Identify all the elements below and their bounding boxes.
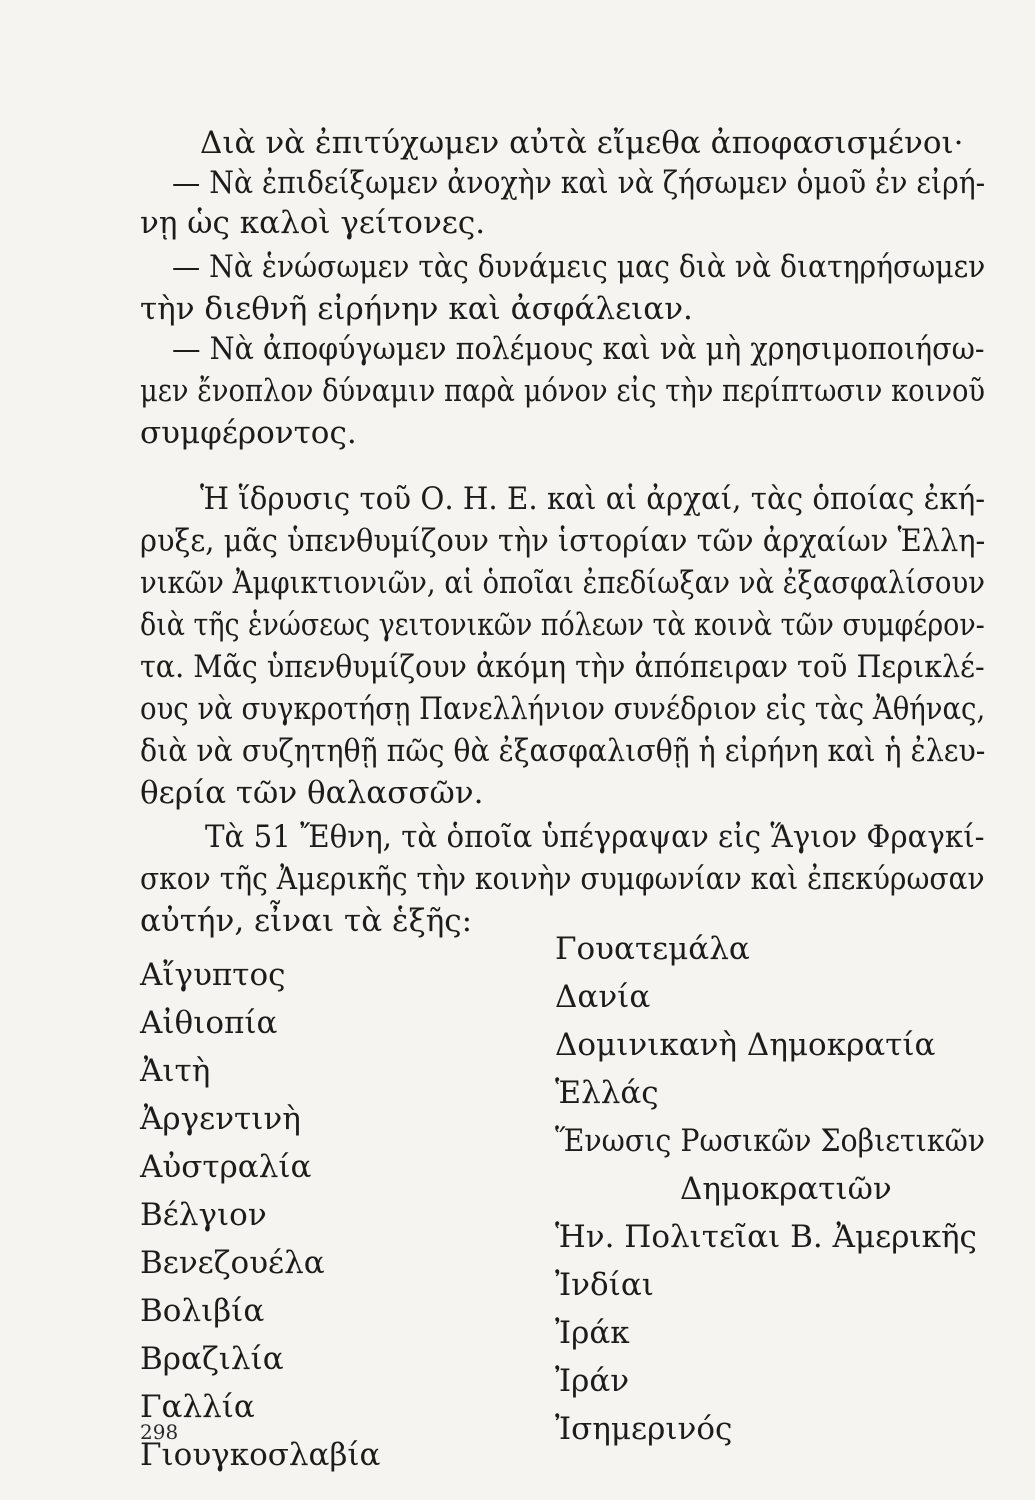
text-line: Τὰ 51 Ἔθνη, τὰ ὁποῖα ὑπέγραψαν εἰς Ἅγιον Φραγκί- xyxy=(205,819,985,855)
text-line: — Νὰ ἑνώσωμεν τὰς δυνάμεις μας διὰ νὰ διατηρήσωμεν xyxy=(172,249,986,285)
country-item: Δανία xyxy=(555,979,651,1015)
country-item: Βραζιλία xyxy=(140,1341,284,1377)
country-item: Ἰράκ xyxy=(555,1315,630,1351)
text-line: θερία τῶν θαλασσῶν. xyxy=(140,775,484,811)
text-line: νικῶν Ἀμφικτιονιῶν, αἱ ὁποῖαι ἐπεδίωξαν νὰ ἐξασφαλίσουν xyxy=(140,565,985,601)
country-item: Ἕνωσις Ρωσικῶν Σοβιετικῶν xyxy=(555,1123,986,1159)
text-line: μεν ἔνοπλον δύναμιν παρὰ μόνον εἰς τὴν περίπτωσιν κοινοῦ xyxy=(140,373,986,409)
country-item: Αὐστραλία xyxy=(140,1149,312,1185)
country-item: Ἰσημερινός xyxy=(555,1411,733,1447)
text-line: διὰ νὰ συζητηθῇ πῶς θὰ ἐξασφαλισθῇ ἡ εἰρήνη καὶ ἡ ἐλευ- xyxy=(140,733,986,769)
text-line: — Νὰ ἐπιδείξωμεν ἀνοχὴν καὶ νὰ ζήσωμεν ὁμοῦ ἐν εἰρή- xyxy=(172,165,986,201)
text-line: Διὰ νὰ ἐπιτύχωμεν αὐτὰ εἴμεθα ἀποφασισμένοι· xyxy=(200,125,964,161)
country-item: Βενεζουέλα xyxy=(140,1245,325,1281)
country-item: Αἰθιοπία xyxy=(140,1005,278,1041)
text-line: ρυξε, μᾶς ὑπενθυμίζουν τὴν ἱστορίαν τῶν ἀρχαίων Ἑλλη- xyxy=(140,523,986,559)
country-item: Γαλλία xyxy=(140,1389,255,1425)
page-number: 298 xyxy=(140,1420,179,1444)
country-item: Αἴγυπτος xyxy=(140,957,286,993)
country-item: Δημοκρατιῶν xyxy=(680,1171,892,1207)
country-item: Ἑλλάς xyxy=(555,1075,659,1111)
country-item: Γιουγκοσλαβία xyxy=(140,1437,381,1473)
country-item: Ἰράν xyxy=(555,1363,630,1399)
text-line: νῃ ὡς καλοὶ γείτονες. xyxy=(140,205,486,241)
text-line: σκον τῆς Ἀμερικῆς τὴν κοινὴν συμφωνίαν καὶ ἐπεκύρωσαν xyxy=(140,861,985,897)
text-line: αὐτήν, εἶναι τὰ ἑξῆς: xyxy=(140,903,473,939)
country-item: Ἡν. Πολιτεῖαι Β. Ἀμερικῆς xyxy=(555,1219,977,1255)
text-line: τα. Μᾶς ὑπενθυμίζουν ἀκόμη τὴν ἀπόπειραν τοῦ Περικλέ- xyxy=(140,649,985,685)
country-item: Ἀργεντινὴ xyxy=(140,1101,301,1137)
country-item: Γουατεμάλα xyxy=(555,931,750,967)
country-item: Βολιβία xyxy=(140,1293,265,1329)
text-line: τὴν διεθνῆ εἰρήνην καὶ ἀσφάλειαν. xyxy=(140,291,693,327)
text-line: ους νὰ συγκροτήσῃ Πανελλήνιον συνέδριον εἰς τὰς Ἀθήνας, xyxy=(140,691,986,727)
country-item: Δομινικανὴ Δημοκρατία xyxy=(555,1027,936,1063)
text-line: Ἡ ἵδρυσις τοῦ Ο. Η. Ε. καὶ αἱ ἀρχαί, τὰς ὁποίας ἐκή- xyxy=(200,481,986,517)
text-line: συμφέροντος. xyxy=(140,415,357,451)
country-item: Ἰνδίαι xyxy=(555,1267,654,1303)
country-item: Βέλγιον xyxy=(140,1197,267,1233)
text-line: διὰ τῆς ἑνώσεως γειτονικῶν πόλεων τὰ κοινὰ τῶν συμφέρον- xyxy=(140,607,985,643)
text-line: — Νὰ ἀποφύγωμεν πολέμους καὶ νὰ μὴ χρησιμοποιήσω- xyxy=(172,331,985,367)
country-item: Ἀιτὴ xyxy=(140,1053,211,1089)
